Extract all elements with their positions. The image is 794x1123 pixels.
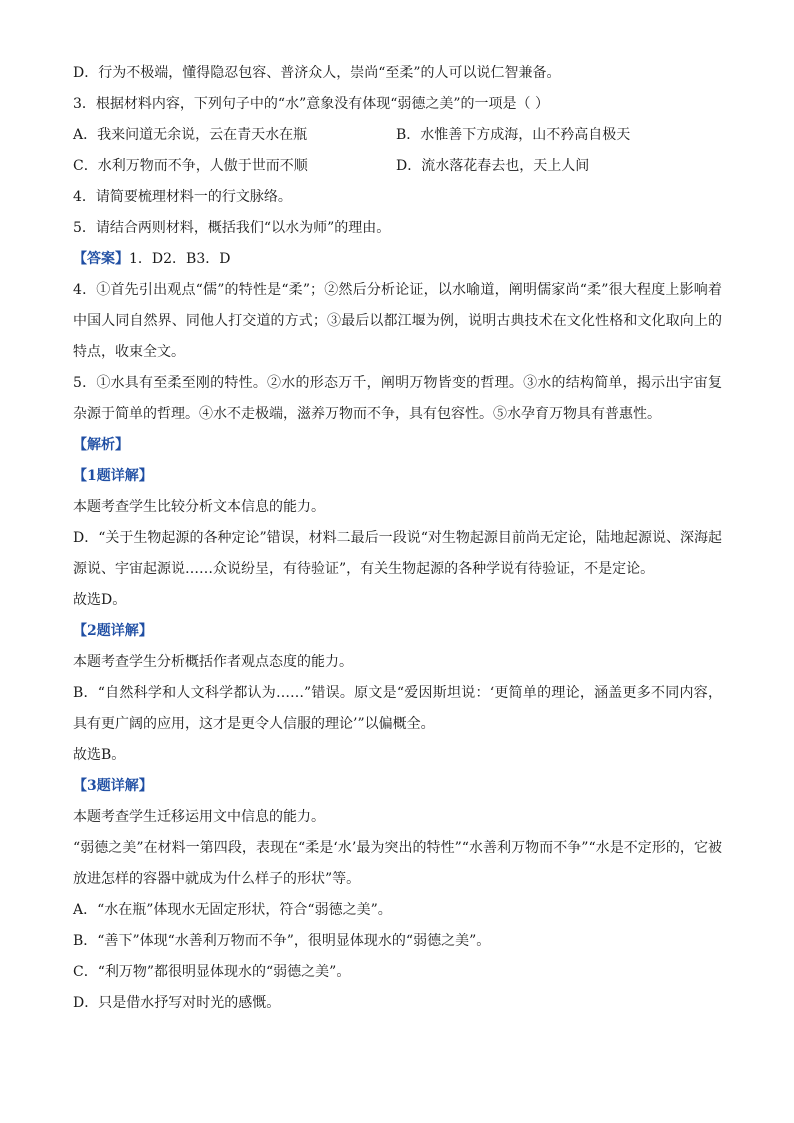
detail-2-title: 【2题详解】 xyxy=(73,623,153,639)
detail-3-option-b: B．“善下”体现“水善利万物而不争”，很明显体现水的“弱德之美”。 xyxy=(73,933,491,949)
detail-2-conclusion: 故选B。 xyxy=(73,747,126,763)
detail-1-intro: 本题考查学生比较分析文本信息的能力。 xyxy=(73,499,325,515)
analysis-tag: 【解析】 xyxy=(73,437,129,453)
detail-3-option-a: A．“水在瓶”体现水无固定形状，符合“弱德之美”。 xyxy=(73,902,392,918)
q3-options-row-2 xyxy=(73,151,722,182)
answer-tag: 【答案】 xyxy=(73,251,129,267)
q4-stem: 4．请简要梳理材料一的行文脉络。 xyxy=(73,189,292,205)
detail-3-option-d: D．只是借水抒写对时光的感慨。 xyxy=(73,995,281,1011)
q5-stem: 5．请结合两则材料，概括我们“以水为师”的理由。 xyxy=(73,220,391,236)
detail-1-body: D．“关于生物起源的各种定论”错误，材料二最后一段说“对生物起源目前尚无定论，陆地起源说、深海起源说、宇宙起源说……众说纷呈，有待验证”，有关生物起源的各种学说有待验证，不是定论。 xyxy=(73,530,722,577)
q3-option-b: B．水惟善下方成海，山不矜高自极天 xyxy=(396,127,631,143)
detail-3-intro: 本题考查学生迁移运用文中信息的能力。 xyxy=(73,809,325,825)
q3-option-a: A．我来问道无余说，云在青天水在瓶 xyxy=(73,127,308,143)
q5-answer: 5．①水具有至柔至刚的特性。②水的形态万千，阐明万物皆变的哲理。③水的结构简单，揭示出宇宙复杂源于简单的哲理。④水不走极端，滋养万物而不争，具有包容性。⑤水孕育万物具有普惠性。 xyxy=(73,375,722,422)
q4-answer: 4．①首先引出观点“儒”的特性是“柔”；②然后分析论证，以水喻道，阐明儒家尚“柔”很大程度上影响着中国人同自然界、同他人打交道的方式；③最后以都江堰为例，说明古典技术在文化性格和文化取向上的特点，收束全文。 xyxy=(73,282,722,360)
detail-2-intro: 本题考查学生分析概括作者观点态度的能力。 xyxy=(73,654,353,670)
q2-option-d: D．行为不极端，懂得隐忍包容、普济众人，崇尚“至柔”的人可以说仁智兼备。 xyxy=(73,65,561,81)
detail-3-body: “弱德之美”在材料一第四段，表现在“柔是‘水’最为突出的特性”“水善利万物而不争”“水是不定形的，它被放进怎样的容器中就成为什么样子的形状”等。 xyxy=(73,840,722,887)
answer-line xyxy=(73,244,722,275)
detail-2-body: B．“自然科学和人文科学都认为……”错误。原文是“爱因斯坦说：‘更简单的理论，涵盖更多不同内容，具有更广阔的应用，这才是更令人信服的理论’”以偏概全。 xyxy=(73,685,722,732)
detail-3-title: 【3题详解】 xyxy=(73,778,153,794)
detail-1-conclusion: 故选D。 xyxy=(73,592,127,608)
detail-1-title: 【1题详解】 xyxy=(73,468,153,484)
detail-3-option-c: C．“利万物”都很明显体现水的“弱德之美”。 xyxy=(73,964,351,980)
q3-option-c: C．水利万物而不争，人傲于世而不顺 xyxy=(73,158,308,174)
q3-options-row-1 xyxy=(73,120,722,151)
q3-option-d: D．流水落花春去也，天上人间 xyxy=(396,158,590,174)
q3-stem: 3．根据材料内容，下列句子中的“水”意象没有体现“弱德之美”的一项是（ ） xyxy=(73,96,549,112)
answer-choices: 1．D2．B3．D xyxy=(129,251,231,267)
